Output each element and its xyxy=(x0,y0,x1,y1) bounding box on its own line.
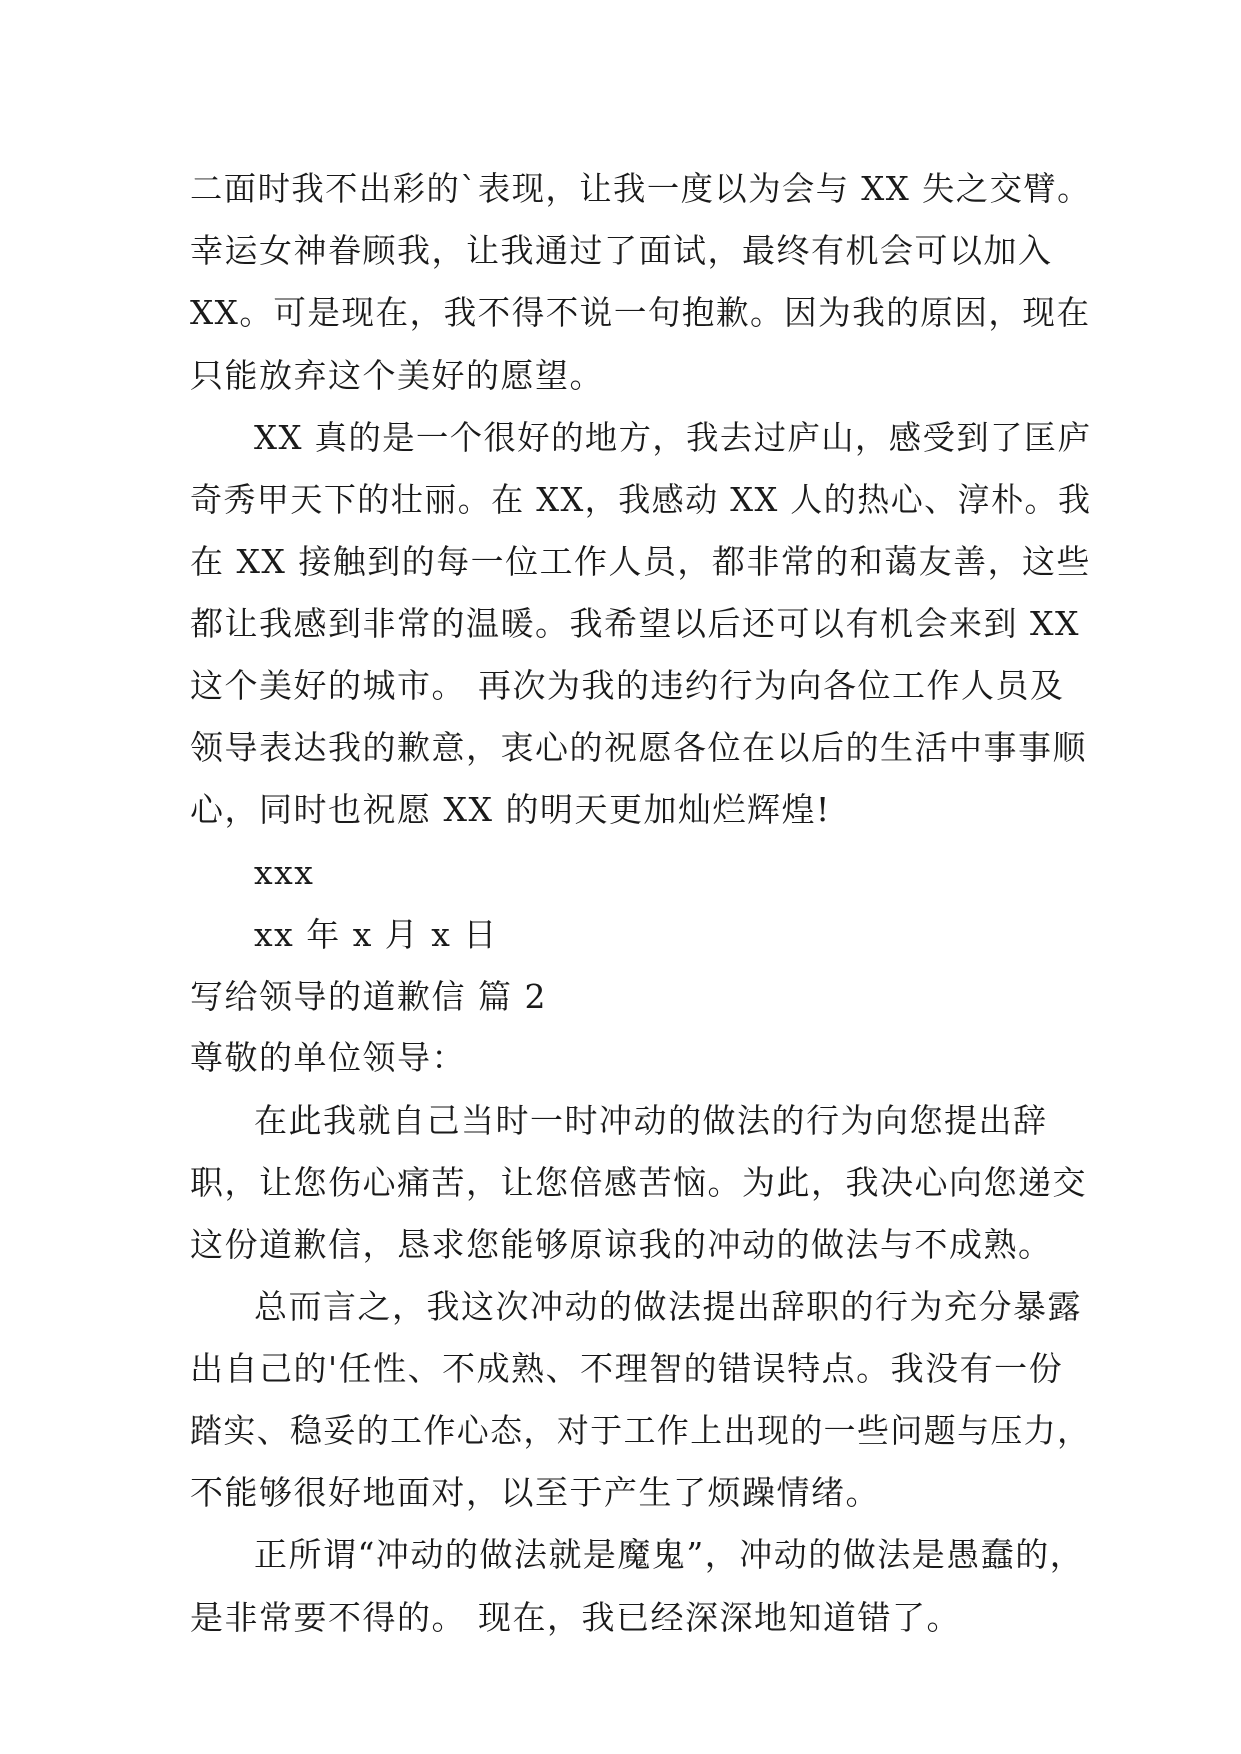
text-line: 职，让您伤心痛苦，让您倍感苦恼。为此，我决心向您递交 xyxy=(190,1163,1087,1202)
text-line: 在 XX 接触到的每一位工作人员，都非常的和蔼友善，这些 xyxy=(190,542,1091,581)
text-line: 心，同时也祝愿 XX 的明天更加灿烂辉煌! xyxy=(190,790,831,829)
signature-name: xxx xyxy=(254,853,315,892)
text-line: XX。可是现在，我不得不说一句抱歉。因为我的原因，现在 xyxy=(190,293,1091,332)
paragraph-first-line: 在此我就自己当时一时冲动的做法的行为向您提出辞 xyxy=(254,1101,1048,1140)
text-line: 不能够很好地面对，以至于产生了烦躁情绪。 xyxy=(190,1473,880,1512)
text-line: 都让我感到非常的温暖。我希望以后还可以有机会来到 XX xyxy=(190,604,1080,643)
paragraph-first-line: 正所谓“冲动的做法就是魔鬼”，冲动的做法是愚蠢的， xyxy=(254,1535,1085,1574)
text-line: 出自己的'任性、不成熟、不理智的错误特点。我没有一份 xyxy=(190,1349,1064,1388)
text-line: 是非常要不得的。 现在，我已经深深地知道错了。 xyxy=(190,1598,961,1637)
text-line: 踏实、稳妥的工作心态，对于工作上出现的一些问题与压力， xyxy=(190,1411,1091,1450)
paragraph-first-line: 总而言之，我这次冲动的做法提出辞职的行为充分暴露 xyxy=(254,1287,1082,1326)
text-line: 二面时我不出彩的`表现，让我一度以为会与 XX 失之交臂。 xyxy=(190,169,1091,208)
signature-date: xx 年 x 月 x 日 xyxy=(254,915,498,954)
text-line: 这份道歉信，恳求您能够原谅我的冲动的做法与不成熟。 xyxy=(190,1225,1053,1264)
paragraph-first-line: XX 真的是一个很好的地方，我去过庐山，感受到了匡庐 xyxy=(254,418,1092,457)
text-line: 这个美好的城市。 再次为我的违约行为向各位工作人员及 xyxy=(190,666,1065,705)
text-line: 幸运女神眷顾我，让我通过了面试，最终有机会可以加入 xyxy=(190,231,1053,270)
salutation: 尊敬的单位领导： xyxy=(190,1038,466,1077)
text-line: 只能放弃这个美好的愿望。 xyxy=(190,356,604,395)
text-line: 奇秀甲天下的壮丽。在 XX，我感动 XX 人的热心、淳朴。我 xyxy=(190,480,1092,519)
text-line: 领导表达我的歉意，衷心的祝愿各位在以后的生活中事事顺 xyxy=(190,728,1087,767)
section-heading: 写给领导的道歉信 篇 2 xyxy=(190,977,547,1016)
